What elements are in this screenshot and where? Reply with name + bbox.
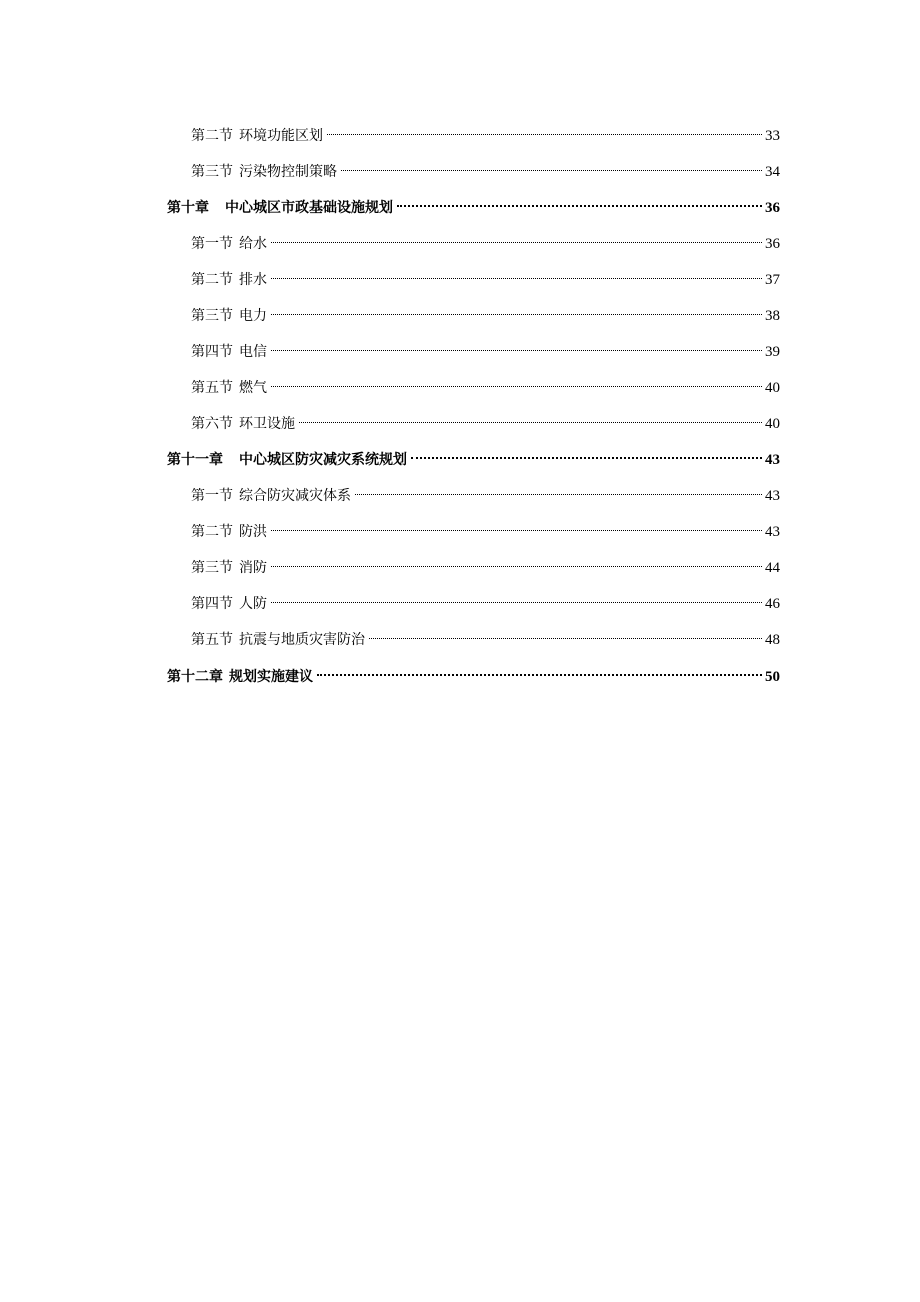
toc-entry-title: 给水 [239, 236, 267, 252]
toc-entry-number: 第二节 [191, 272, 233, 288]
toc-entry-number: 第二节 [191, 128, 233, 144]
toc-entry-title: 人防 [239, 596, 267, 612]
toc-entry-number: 第五节 [191, 380, 233, 396]
dot-leader [269, 228, 764, 248]
toc-entry-number: 第五节 [191, 632, 233, 648]
toc-entry[interactable] [191, 228, 780, 254]
toc-chapter-entry[interactable] [167, 192, 780, 218]
toc-entry[interactable] [191, 300, 780, 326]
toc-chapter-title: 中心城区市政基础设施规划 [225, 200, 393, 216]
dot-leader [269, 552, 764, 572]
toc-entry-number: 第三节 [191, 560, 233, 576]
toc-page-number: 50 [765, 669, 780, 685]
toc-chapter-number: 第十一章 [167, 452, 223, 468]
toc-entry-title: 排水 [239, 272, 267, 288]
dot-leader [297, 408, 764, 428]
toc-page-number: 34 [765, 164, 780, 180]
toc-entry-number: 第四节 [191, 596, 233, 612]
toc-entry-title: 燃气 [239, 380, 267, 396]
toc-entry-number: 第一节 [191, 488, 233, 504]
toc-page-number: 48 [765, 632, 780, 648]
toc-entry[interactable] [191, 588, 780, 614]
toc-entry[interactable] [191, 264, 780, 290]
toc-chapter-title: 规划实施建议 [229, 669, 313, 685]
toc-entry[interactable] [191, 516, 780, 542]
toc-entry[interactable] [191, 372, 780, 398]
toc-entry-number: 第六节 [191, 416, 233, 432]
toc-entry-number: 第四节 [191, 344, 233, 360]
toc-entry-number: 第一节 [191, 236, 233, 252]
toc-page-number: 33 [765, 128, 780, 144]
dot-leader [315, 661, 764, 681]
dot-leader [353, 480, 764, 500]
toc-entry[interactable] [191, 480, 780, 506]
dot-leader [269, 264, 764, 284]
toc-chapter-entry[interactable] [167, 444, 780, 470]
toc-entry-number: 第三节 [191, 164, 233, 180]
dot-leader [269, 372, 764, 392]
toc-entry[interactable] [191, 156, 780, 182]
dot-leader [409, 444, 764, 464]
dot-leader [269, 516, 764, 536]
toc-entry-number: 第二节 [191, 524, 233, 540]
toc-chapter-title: 中心城区防灾减灾系统规划 [239, 452, 407, 468]
toc-page-number: 36 [765, 236, 780, 252]
toc-chapter-number: 第十章 [167, 200, 209, 216]
dot-leader [269, 300, 764, 320]
toc-page-number: 46 [765, 596, 780, 612]
toc-entry[interactable] [191, 552, 780, 578]
toc-page-number: 37 [765, 272, 780, 288]
toc-page-number: 36 [765, 200, 780, 216]
toc-entry-title: 防洪 [239, 524, 267, 540]
dot-leader [325, 120, 764, 140]
toc-entry-title: 污染物控制策略 [239, 164, 337, 180]
toc-entry[interactable] [191, 408, 780, 434]
toc-entry-title: 电信 [239, 344, 267, 360]
toc-page-number: 39 [765, 344, 780, 360]
toc-page-number: 43 [765, 452, 780, 468]
toc-entry-title: 抗震与地质灾害防治 [239, 632, 365, 648]
toc-chapter-number: 第十二章 [167, 669, 223, 685]
toc-entry-title: 环境功能区划 [239, 128, 323, 144]
dot-leader [367, 624, 764, 644]
toc-page-number: 43 [765, 524, 780, 540]
toc-page-number: 40 [765, 380, 780, 396]
toc-entry-title: 环卫设施 [239, 416, 295, 432]
dot-leader [269, 336, 764, 356]
dot-leader [395, 192, 764, 212]
toc-entry[interactable] [191, 336, 780, 362]
dot-leader [269, 588, 764, 608]
toc-page-number: 40 [765, 416, 780, 432]
toc-entry-number: 第三节 [191, 308, 233, 324]
toc-entry-title: 综合防灾减灾体系 [239, 488, 351, 504]
toc-entry-title: 电力 [239, 308, 267, 324]
dot-leader [339, 156, 764, 176]
toc-page-number: 43 [765, 488, 780, 504]
toc-entry-title: 消防 [239, 560, 267, 576]
toc-page-number: 44 [765, 560, 780, 576]
toc-entry[interactable] [191, 120, 780, 146]
toc-page-number: 38 [765, 308, 780, 324]
toc-entry[interactable] [191, 624, 780, 650]
toc-chapter-entry[interactable] [167, 661, 780, 687]
